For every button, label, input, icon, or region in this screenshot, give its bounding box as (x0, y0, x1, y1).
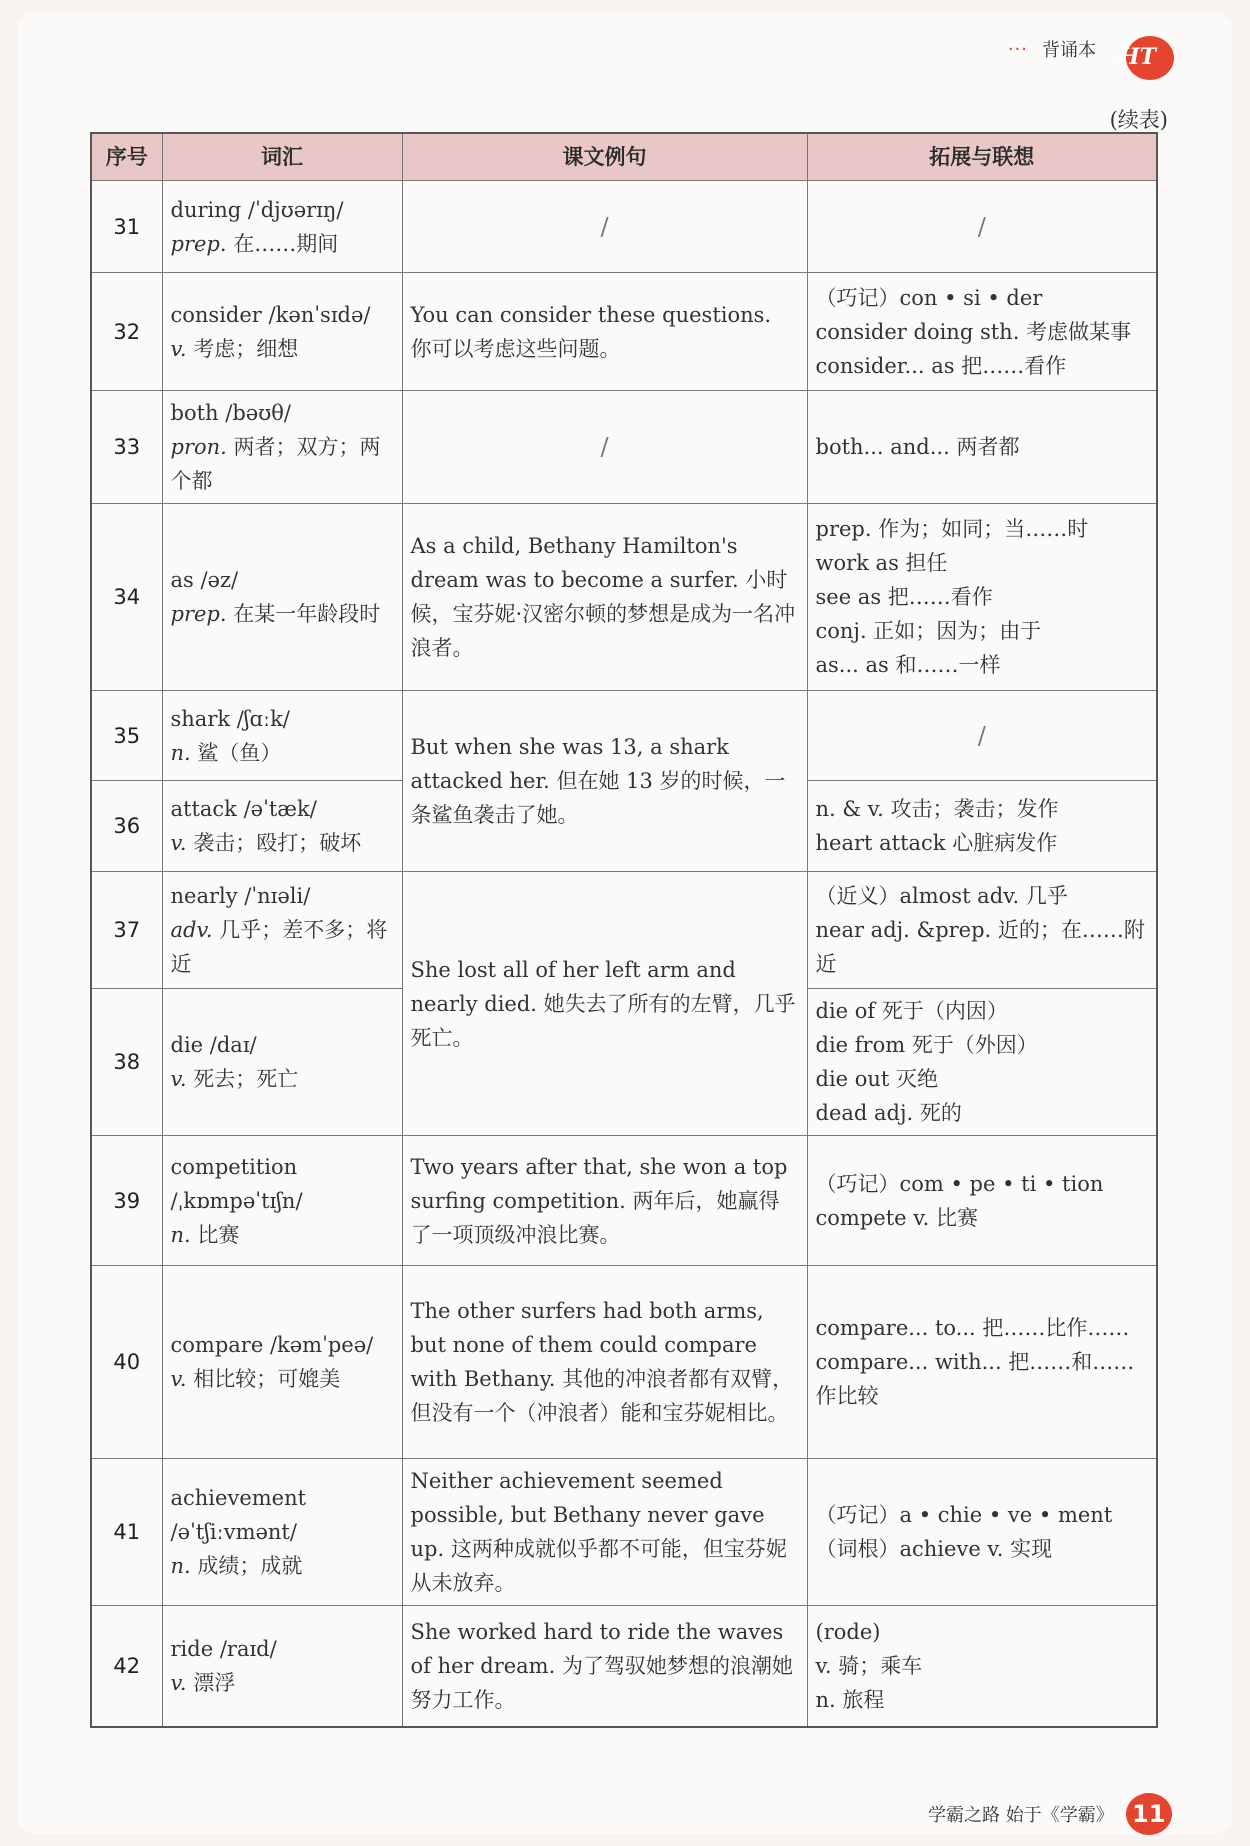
vocab-cell (162, 989, 402, 1136)
row-index: 32 (91, 273, 162, 391)
vocab-definition: prep. 在某一年龄段时 (170, 602, 381, 626)
example-cell: The other surfers had both arms, but none of them could compare with Bethany. 其他的冲浪者都有双臂，但没有一个（冲浪者）能和宝芬妮相比。 (402, 1266, 807, 1459)
vocab-cell (162, 872, 402, 989)
table-row (91, 504, 1157, 691)
vocab-headword: achievement /əˈtʃiːvmənt/ (170, 1486, 307, 1544)
row-index: 39 (91, 1136, 162, 1266)
vocab-definition: pron. 两者；双方；两个都 (170, 435, 381, 493)
row-index: 33 (91, 391, 162, 504)
example-cell: / (402, 181, 807, 273)
column-header-extension: 拓展与联想 (807, 133, 1157, 181)
vocabulary-table (90, 132, 1158, 1728)
table-row (91, 273, 1157, 391)
vocab-cell (162, 781, 402, 872)
vocab-headword: during /ˈdjʊərɪŋ/ (170, 197, 344, 222)
extension-cell: （巧记）con • si • der consider doing sth. 考虑做某事 consider... as 把……看作 (807, 273, 1157, 391)
vocab-definition: v. 死去；死亡 (170, 1067, 299, 1091)
table-row (91, 181, 1157, 273)
vocab-headword: consider /kənˈsɪdə/ (170, 302, 371, 327)
vocab-definition: v. 漂浮 (170, 1670, 236, 1695)
continued-note: (续表) (1109, 108, 1168, 132)
example-cell: Two years after that, she won a top surfing competition. 两年后，她赢得了一项顶级冲浪比赛。 (402, 1136, 807, 1266)
vocab-headword: as /əz/ (170, 568, 239, 592)
row-index: 38 (91, 989, 162, 1136)
row-index: 42 (91, 1606, 162, 1727)
extension-cell: / (807, 181, 1157, 273)
table-row (91, 1606, 1157, 1727)
vocab-headword: die /daɪ/ (170, 1033, 257, 1057)
vocab-headword: both /bəʊθ/ (170, 401, 291, 425)
table-row (91, 872, 1157, 989)
vocab-headword: shark /ʃɑːk/ (170, 706, 290, 731)
page-number: 11 (1126, 1793, 1172, 1835)
vocab-definition: n. 比赛 (170, 1222, 240, 1247)
extension-cell: prep. 作为；如同；当……时 work as 担任 see as 把……看作 conj. 正如；因为；由于 as... as 和……一样 (807, 504, 1157, 691)
vocab-definition: n. 鲨（鱼） (170, 740, 282, 765)
vocab-cell (162, 391, 402, 504)
row-index: 40 (91, 1266, 162, 1459)
extension-cell: （巧记）a • chie • ve • ment （词根）achieve v. 实现 (807, 1459, 1157, 1606)
table-header-row (91, 133, 1157, 181)
vocab-headword: attack /əˈtæk/ (170, 797, 317, 821)
table-row (91, 391, 1157, 504)
extension-cell: die of 死于（内因） die from 死于（外因） die out 灭绝 dead adj. 死的 (807, 989, 1157, 1136)
vocab-cell (162, 504, 402, 691)
table-row (91, 691, 1157, 781)
table-row (91, 1459, 1157, 1606)
example-cell: As a child, Bethany Hamilton's dream was to become a surfer. 小时候，宝芬妮·汉密尔顿的梦想是成为一名冲浪者。 (402, 504, 807, 691)
row-index: 41 (91, 1459, 162, 1606)
example-cell: You can consider these questions. 你可以考虑这些问题。 (402, 273, 807, 391)
example-cell: / (402, 391, 807, 504)
extension-cell: n. & v. 攻击；袭击；发作 heart attack 心脏病发作 (807, 781, 1157, 872)
extension-cell: （巧记）com • pe • ti • tion compete v. 比赛 (807, 1136, 1157, 1266)
example-cell: She worked hard to ride the waves of her dream. 为了驾驭她梦想的浪潮她努力工作。 (402, 1606, 807, 1727)
extension-cell: compare... to... 把……比作…… compare... with... 把……和……作比较 (807, 1266, 1157, 1459)
page-footer (928, 1793, 1172, 1835)
column-header-example: 课文例句 (402, 133, 807, 181)
column-header-index: 序号 (91, 133, 162, 181)
vocab-definition: n. 成绩；成就 (170, 1554, 303, 1578)
extension-cell: （近义）almost adv. 几乎 near adj. &prep. 近的；在……附近 (807, 872, 1157, 989)
footer-slogan: 学霸之路 始于《学霸》 (928, 1805, 1114, 1826)
row-index: 35 (91, 691, 162, 781)
row-index: 34 (91, 504, 162, 691)
vocab-cell (162, 1136, 402, 1266)
extension-cell: / (807, 691, 1157, 781)
vocab-headword: competition /ˌkɒmpəˈtɪʃn/ (170, 1154, 303, 1213)
row-index: 37 (91, 872, 162, 989)
brand-logo-text: HT (1118, 44, 1156, 70)
vocab-cell (162, 1266, 402, 1459)
column-header-vocab: 词汇 (162, 133, 402, 181)
extension-cell: both... and... 两者都 (807, 391, 1157, 504)
header-dots: ··· (1007, 38, 1028, 60)
extension-cell: (rode) v. 骑；乘车 n. 旅程 (807, 1606, 1157, 1727)
vocab-definition: adv. 几乎；差不多；将近 (170, 918, 388, 976)
vocab-headword: ride /raɪd/ (170, 1636, 277, 1661)
vocab-headword: compare /kəmˈpeə/ (170, 1333, 374, 1357)
vocab-headword: nearly /ˈnɪəli/ (170, 884, 311, 908)
example-cell: But when she was 13, a shark attacked her. 但在她 13 岁的时候，一条鲨鱼袭击了她。 (402, 691, 807, 872)
table-row (91, 1136, 1157, 1266)
vocab-cell (162, 691, 402, 781)
vocab-cell (162, 1459, 402, 1606)
vocab-cell (162, 181, 402, 273)
vocab-cell (162, 1606, 402, 1727)
vocab-definition: v. 袭击；殴打；破坏 (170, 831, 362, 855)
vocab-definition: v. 考虑；细想 (170, 336, 299, 361)
example-cell: Neither achievement seemed possible, but Bethany never gave up. 这两种成就似乎都不可能，但宝芬妮从未放弃。 (402, 1459, 807, 1606)
header-label: 背诵本 (1042, 40, 1096, 61)
vocab-cell (162, 273, 402, 391)
example-cell: She lost all of her left arm and nearly died. 她失去了所有的左臂，几乎死亡。 (402, 872, 807, 1136)
row-index: 31 (91, 181, 162, 273)
table-row (91, 1266, 1157, 1459)
row-index: 36 (91, 781, 162, 872)
vocab-definition: prep. 在……期间 (170, 231, 339, 256)
vocab-definition: v. 相比较；可媲美 (170, 1367, 341, 1391)
